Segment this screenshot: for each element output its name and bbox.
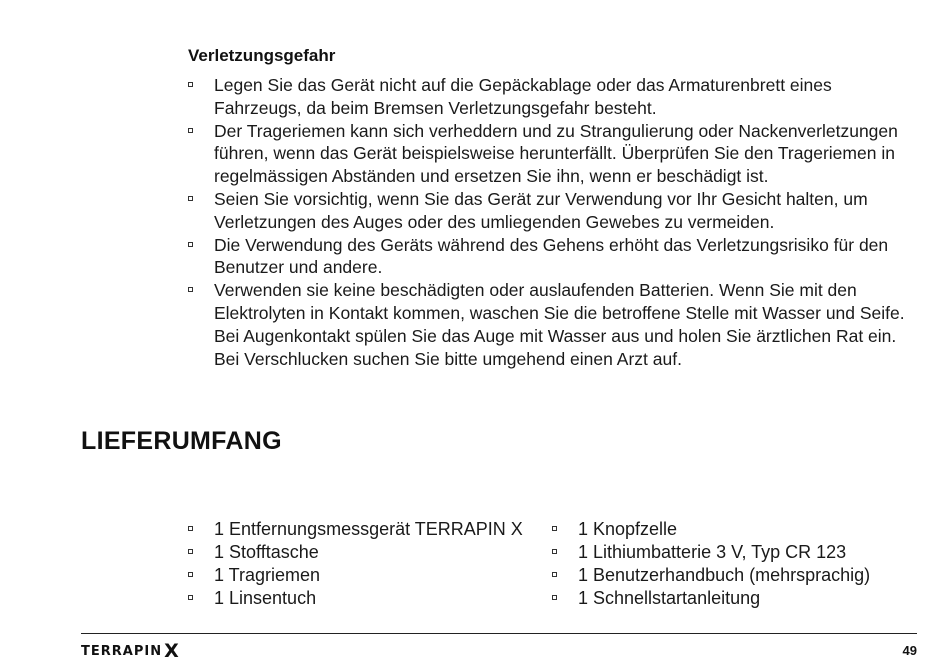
list-item-text: 1 Lithiumbatterie 3 V, Typ CR 123 xyxy=(578,542,847,562)
square-bullet-icon xyxy=(188,128,193,133)
list-item xyxy=(552,564,870,587)
square-bullet-icon xyxy=(188,287,193,292)
list-item-text: Der Trageriemen kann sich verheddern und zu Strangulierung oder Nackenverletzungen führen, wenn das Gerät beispielsweise herunterfällt. Überprüfen Sie den Trageriemen in regelmässigen Abständen und ersetzen Sie ihn, wenn er beschädigt ist. xyxy=(214,120,898,187)
square-bullet-icon xyxy=(188,526,193,531)
list-item xyxy=(188,234,918,280)
brand-logo xyxy=(81,641,179,662)
brand-logo-text: TERRAPIN xyxy=(81,644,163,659)
list-item-text: 1 Stofftasche xyxy=(214,542,319,562)
square-bullet-icon xyxy=(552,572,557,577)
list-item xyxy=(188,279,918,370)
list-item-text: 1 Entfernungsmessgerät TERRAPIN X xyxy=(214,519,523,539)
list-item-text: Verwenden sie keine beschädigten oder auslaufenden Batterien. Wenn Sie mit den Elektrolyten in Kontakt kommen, waschen Sie die betroffene Stelle mit Wasser und Seife. Bei Augenkontakt spülen Sie das Auge mit Wasser aus und holen Sie ärztlichen Rat ein. Bei Verschlucken suchen Sie bitte umgehend einen Arzt auf. xyxy=(214,280,905,369)
delivery-list-right xyxy=(552,518,870,610)
square-bullet-icon xyxy=(188,595,193,600)
list-item xyxy=(552,541,870,564)
page-number: 49 xyxy=(902,643,917,658)
list-item-text: 1 Tragriemen xyxy=(214,565,321,585)
footer-divider xyxy=(81,633,917,634)
list-item xyxy=(188,541,523,564)
list-item-text: 1 Knopfzelle xyxy=(578,519,678,539)
section-heading-delivery: LIEFERUMFANG xyxy=(81,427,282,455)
square-bullet-icon xyxy=(188,196,193,201)
list-item-text: 1 Linsentuch xyxy=(214,588,317,608)
list-item xyxy=(188,564,523,587)
square-bullet-icon xyxy=(188,242,193,247)
delivery-list-left xyxy=(188,518,523,610)
list-item-text: Seien Sie vorsichtig, wenn Sie das Gerät zur Verwendung vor Ihr Gesicht halten, um Verletzungen des Auges oder des umliegenden Gewebes zu vermeiden. xyxy=(214,188,868,232)
injury-warning-list xyxy=(188,74,918,370)
list-item xyxy=(188,74,918,120)
list-item-text: 1 Schnellstartanleitung xyxy=(578,588,761,608)
list-item xyxy=(552,587,870,610)
square-bullet-icon xyxy=(188,549,193,554)
list-item xyxy=(188,587,523,610)
square-bullet-icon xyxy=(552,595,557,600)
brand-logo-mark: X xyxy=(164,640,179,662)
square-bullet-icon xyxy=(552,549,557,554)
list-item-text: Die Verwendung des Geräts während des Gehens erhöht das Verletzungsrisiko für den Benutzer und andere. xyxy=(214,234,889,278)
list-item xyxy=(188,120,918,188)
list-item xyxy=(188,188,918,234)
list-item xyxy=(552,518,870,541)
square-bullet-icon xyxy=(188,82,193,87)
list-item-text: Legen Sie das Gerät nicht auf die Gepäckablage oder das Armaturenbrett eines Fahrzeugs, da beim Bremsen Verletzungsgefahr besteht. xyxy=(214,75,832,118)
list-item-text: 1 Benutzerhandbuch (mehrsprachig) xyxy=(578,565,871,585)
square-bullet-icon xyxy=(552,526,557,531)
square-bullet-icon xyxy=(188,572,193,577)
section-heading-injury: Verletzungsgefahr xyxy=(188,46,336,65)
list-item xyxy=(188,518,523,541)
